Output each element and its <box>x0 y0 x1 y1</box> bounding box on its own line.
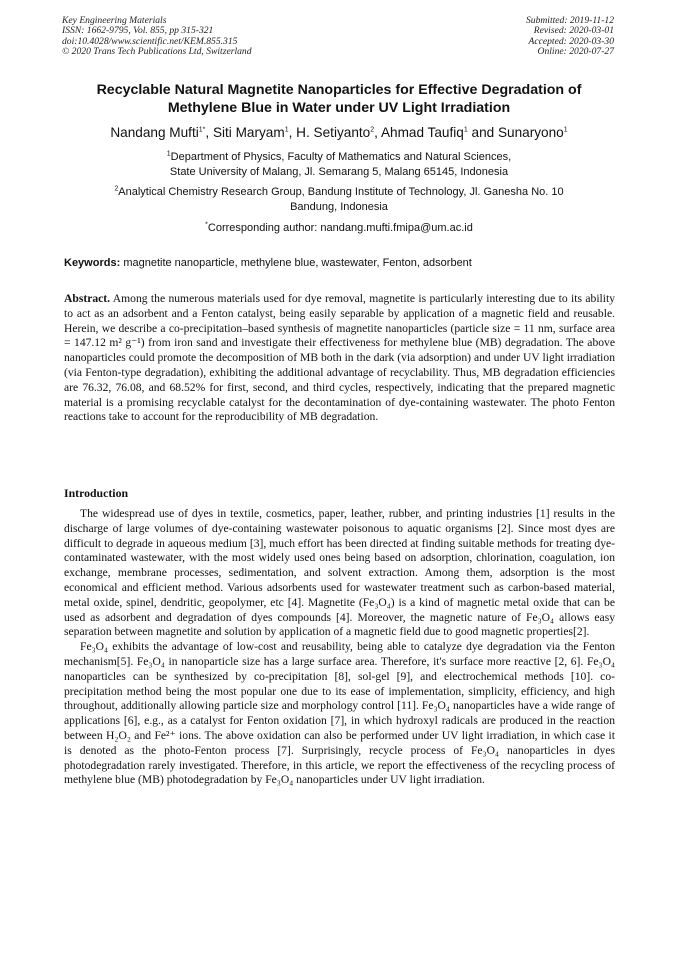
journal-name: Key Engineering Materials <box>62 15 167 26</box>
author-name: Siti Maryam <box>212 125 285 140</box>
keywords-text: magnetite nanoparticle, methylene blue, wastewater, Fenton, adsorbent <box>123 257 472 269</box>
keywords-label: Keywords: <box>64 257 121 269</box>
affiliation-line: State University of Malang, Jl. Semarang 5, Malang 65145, Indonesia <box>169 165 509 178</box>
title-line: Recyclable Natural Magnetite Nanoparticles for Effective Degradation of <box>96 82 582 98</box>
affiliation-line: Bandung, Indonesia <box>290 200 388 213</box>
revised-date: Revised: 2020-03-01 <box>533 25 614 37</box>
affiliation-mark: 2 <box>114 185 119 193</box>
introduction-body <box>64 507 615 788</box>
author-affiliation-mark: 1 <box>463 126 468 134</box>
accepted-date: Accepted: 2020-03-30 <box>528 35 614 47</box>
title-line: Methylene Blue in Water under UV Light Irradiation <box>167 99 511 116</box>
affiliation-line: Analytical Chemistry Research Group, Bandung Institute of Technology, Jl. Ganesha No. 10 <box>118 186 564 198</box>
paper-title <box>40 82 638 117</box>
author-affiliation-mark: 1 <box>284 126 289 134</box>
paragraph: The widespread use of dyes in textile, cosmetics, paper, leather, rubber, and printing industries [1] results in the discharge of large volumes of dye-containing wastewater poisonous to aquatic organisms [2]. Since most dyes are difficult to degrade in aqueous medium [3], much effort has been directed at finding suitable methods for treating dye-contaminated wastewater, with the most widely used ones being based on adsorption, chlorination, coagulation, ion exchange, membrane processes, sedimentation, and solvent extraction. Among them, adsorption is the most economical and efficient method. Various adsorbents used for wastewater treatment such as carbon-based material, metal oxide, spinel, dendritic, geopolymer, etc [4]. Magnetite (Fe₃O₄) is a kind of magnetic metal oxide that can be used as adsorbent and degradation of dyes compounds [4]. Moreover, the magnetic nature of Fe₃O₄ allows easy separation between magnetite and solution by application of a magnetic field due to good magnetic properties[2]. <box>64 507 615 639</box>
author-list: Nandang Mufti$^{1*}$, Siti Maryam$^1$, H. Setiyanto$^2$, Ahmad Taufiq$^1$ and Sunaryono$^1$ <box>110 125 568 140</box>
issn-line: ISSN: 1662-9795, Vol. 855, pp 315-321 <box>62 25 214 37</box>
keywords <box>64 256 624 270</box>
abstract-text: Among the numerous materials used for dye removal, magnetite is particularly interesting due to its ability to act as an adsorbent and a Fenton catalyst, being easily separable by application of a magnetic field and reusable. Herein, we describe a co-precipitation–based synthesis of magnetite nanoparticles (particle size = 11 nm, surface area = 147.12 m² g⁻¹) from iron sand and investigate their effectiveness for methylene blue (MB) degradation. The above nanoparticles could promote the decomposition of MB both in the dark (via adsorption) and under UV light irradiation (via Fenton-type degradation), exhibiting the additional advantage of recyclability. Thus, MB degradation efficiencies are 76.32, 76.08, and 68.52% for first, second, and third cycles, respectively, indicating that the prepared magnetic material is a promising recyclable catalyst for the decontamination of dye-containing wastewater. The photo Fenton reactions take to account for the reproducibility of MB degradation. <box>64 292 615 424</box>
publication-dates <box>526 16 614 58</box>
submitted-date: Submitted: 2019-11-12 <box>525 15 614 26</box>
section-heading: Introduction <box>64 486 129 500</box>
author-name: H. Setiyanto <box>296 125 371 140</box>
online-date: Online: 2020-07-27 <box>537 46 614 58</box>
corresponding-text: Corresponding author: nandang.mufti.fmipa@um.ac.id <box>207 222 473 234</box>
copyright-line: © 2020 Trans Tech Publications Ltd, Switzerland <box>62 46 252 58</box>
author-name: Nandang Mufti <box>110 125 199 140</box>
journal-info <box>62 16 252 58</box>
abstract <box>64 292 615 425</box>
abstract-label: Abstract. <box>64 292 111 305</box>
author-affiliation-mark: 1* <box>198 126 206 134</box>
affiliation <box>40 185 638 214</box>
affiliation <box>40 150 638 179</box>
author-affiliation-mark: 1 <box>563 126 568 134</box>
author-name: Ahmad Taufiq <box>380 125 464 140</box>
doi-line: doi:10.4028/www.scientific.net/KEM.855.315 <box>62 35 238 47</box>
affiliation-mark: 1 <box>166 150 171 158</box>
corresponding-mark: * <box>205 221 208 229</box>
corresponding-author <box>40 221 638 236</box>
author-affiliation-mark: 2 <box>370 126 375 134</box>
affiliation-line: Department of Physics, Faculty of Mathematics and Natural Sciences, <box>170 151 512 163</box>
author-name: Sunaryono <box>497 125 564 140</box>
paragraph: Fe₃O₄ exhibits the advantage of low-cost and reusability, being able to catalyze dye degradation via the Fenton mechanism[5]. Fe₃O₄ in nanoparticle size has a large surface area. Therefore, it's surface more reactive [2, 6]. Fe₃O₄ nanoparticles can be synthesized by co-precipitation [8], sol-gel [9], and electrochemical methods [10]. co-precipitation method being the most popular one due to its ease of implementation, simplicity, efficiency, and high throughout, additionally allowing particle size and morphology control [11]. Fe₃O₄ nanoparticles have a wide range of applications [6], e.g., as a catalyst for Fenton oxidation [7], in which hydroxyl radicals are produced in the reaction between H₂O₂ and Fe²⁺ ions. The above oxidation can also be performed under UV light irradiation, in which case it is denoted as the photo-Fenton process [7]. Surprisingly, recycle process of Fe₃O₄ nanoparticles in dyes photodegradation rarely investigated. Therefore, in this article, we report the effectiveness of the recycling process of methylene blue (MB) photodegradation by Fe₃O₄ nanoparticles under UV light irradiation. <box>64 640 615 787</box>
